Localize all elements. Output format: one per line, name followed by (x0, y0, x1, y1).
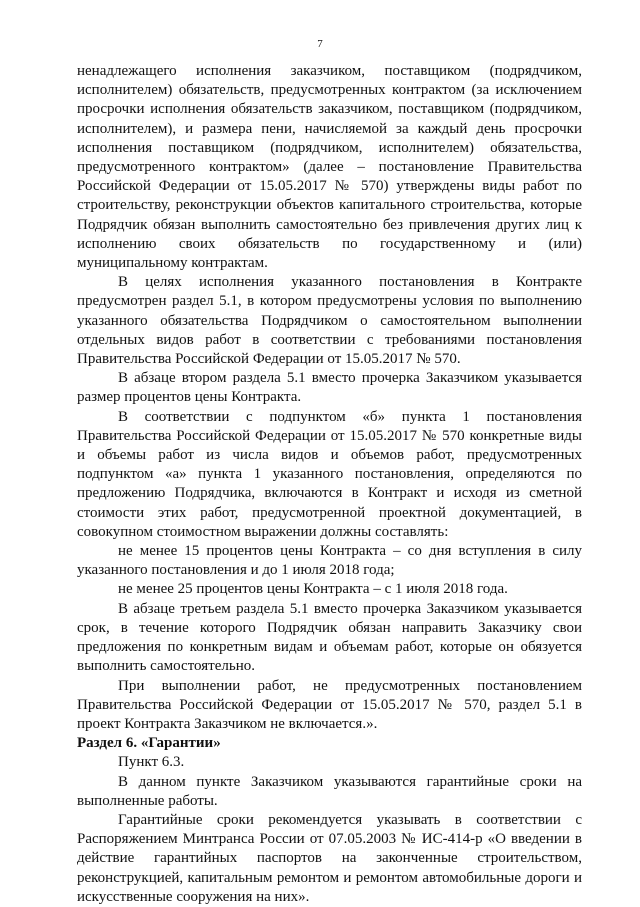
paragraph-section-5-1: В целях исполнения указанного постановления в Контракте предусмотрен раздел 5.1, в котором предусмотрены условия по выполнению указанного обязательства Подрядчиком о самостоятельном выполнении отдельных видов работ в соответствии с требованиями постановления Правительства Российской Федерации от 15.05.2017 № 570. (77, 274, 582, 368)
document-body (77, 62, 582, 907)
section-heading: Раздел 6. «Гарантии» (77, 735, 221, 752)
page-number: 7 (317, 38, 323, 50)
paragraph-subclause-b: В соответствии с подпунктом «б» пункта 1 постановления Правительства Российской Федерации от 15.05.2017 № 570 конкретные виды и объемы работ из числа видов и объемов работ, предусмотренных подпунктом «а» пункта 1 указанного постановления, определяются по предложению Подрядчика, включаются в Контракт и исходя из сметной стоимости этих работ, предусмотренной проектной документацией, в совокупном стоимостном выражении должны составлять: (77, 408, 582, 540)
paragraph-15-percent: не менее 15 процентов цены Контракта – со дня вступления в силу указанного постановления и до 1 июля 2018 года; (77, 543, 582, 579)
paragraph-second-clause: В абзаце втором раздела 5.1 вместо прочерка Заказчиком указывается размер процентов цены Контракта. (77, 370, 582, 406)
paragraph-not-included: При выполнении работ, не предусмотренных постановлением Правительства Российской Федерации от 15.05.2017 № 570, раздел 5.1 в проект Контракта Заказчиком не включается.». (77, 677, 582, 732)
paragraph-point-6-3: Пункт 6.3. (118, 754, 185, 771)
paragraph-25-percent: не менее 25 процентов цены Контракта – с 1 июля 2018 года. (118, 581, 508, 598)
paragraph-warranty-terms: В данном пункте Заказчиком указываются гарантийные сроки на выполненные работы. (77, 773, 582, 809)
paragraph-third-clause: В абзаце третьем раздела 5.1 вместо прочерка Заказчиком указывается срок, в течение которого Подрядчик обязан направить Заказчику свои предложения по конкретным видам и объемам работ, которые он обязуется выполнить самостоятельно. (77, 600, 582, 675)
paragraph-warranty-recommendation: Гарантийные сроки рекомендуется указывать в соответствии с Распоряжением Минтранса России от 07.05.2003 № ИС-414-р «О введении в действие гарантийных паспортов на законченные строительством, реконструкцией, капитальным ремонтом и ремонтом автомобильные дороги и искусственные сооружения на них». (77, 811, 582, 905)
paragraph-continuation: ненадлежащего исполнения заказчиком, поставщиком (подрядчиком, исполнителем) обязательств, предусмотренных контрактом (за исключением просрочки исполнения обязательств заказчиком, поставщиком (подрядчиком, исполнителем), и размера пени, начисляемой за каждый день просрочки исполнения поставщиком (подрядчиком, исполнителем) обязательства, предусмотренного контрактом» (далее – постановление Правительства Российской Федерации от 15.05.2017 № 570) утверждены виды работ по строительству, реконструкции объектов капитального строительства, которые Подрядчик обязан выполнить самостоятельно без привлечения других лиц к исполнению своих обязательств по государственному и (или) муниципальному контрактам. (77, 63, 582, 272)
